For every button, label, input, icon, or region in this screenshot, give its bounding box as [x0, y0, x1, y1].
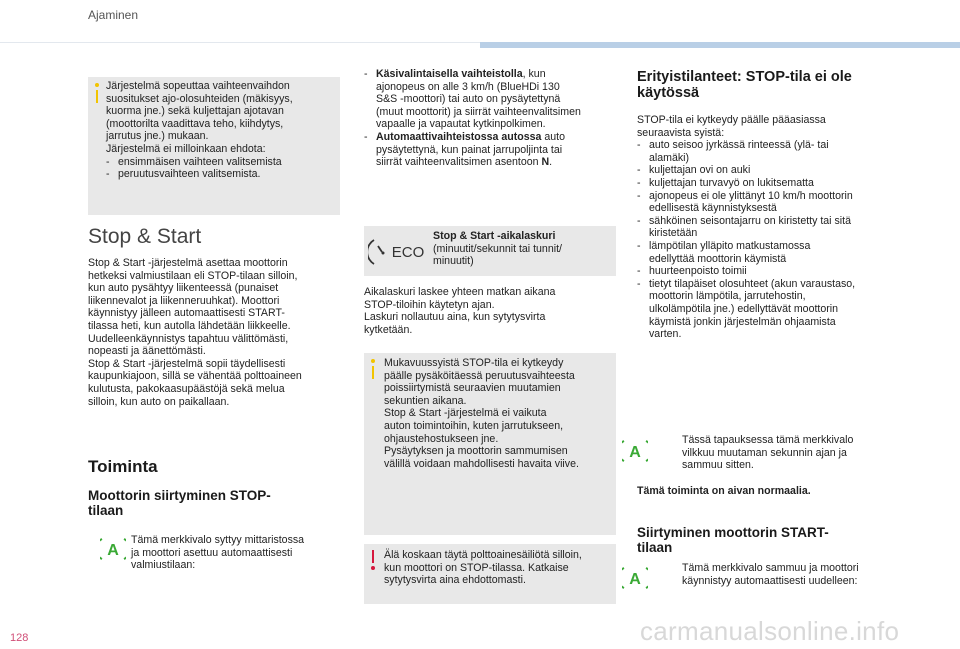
- svg-text:A: A: [629, 444, 641, 461]
- condition-item: - kuljettajan turvavyö on lukitsematta: [637, 176, 814, 189]
- heading-start-mode: Siirtyminen moottorin START- tilaan: [637, 525, 829, 555]
- stop-indicator-text: Tämä merkkivalo syttyy mittaristossa ja moottori asettuu automaattisesti valmiustilaan:: [131, 534, 305, 572]
- heading-special-situations: Erityistilanteet: STOP-tila ei ole käytössä: [637, 69, 852, 101]
- info-icon: [96, 90, 98, 103]
- info-icon-dot: [95, 83, 99, 87]
- eco-counter-label: Stop & Start -aikalaskuri (minuutit/sekunnit tai tunnit/ minuutit): [433, 230, 562, 268]
- condition-item: - auto seisoo jyrkässä rinteessä (ylä- tai alamäki): [637, 139, 829, 164]
- condition-item: - huurteenpoisto toimii: [637, 265, 747, 278]
- counter-description: Aikalaskuri laskee yhteen matkan aikana STOP-tiloihin käytetyn ajan. Laskuri nollautuu aina, kun sytytysvirta kytketään.: [364, 286, 556, 336]
- note-bullet: - peruutusvaihteen valitsemista.: [106, 168, 261, 181]
- condition-item: - tietyt tilapäiset olosuhteet (akun varaustaso, moottorin lämpötila, jarrutehostin, ulkolämpötila jne.) edellyttävät moottorin käymistä jonkin järjestelmän ohjaamista varten.: [637, 277, 856, 341]
- section-title-stop-start: Stop & Start: [88, 225, 202, 248]
- note-line: (moottorilta vaadittava teho, kiihdytys,: [106, 117, 284, 130]
- section-label: Ajaminen: [88, 8, 139, 22]
- note-line: Järjestelmä ei milloinkaan ehdota:: [106, 142, 266, 155]
- condition-item: - sähköinen seisontajarru on kiristetty tai sitä kiristetään: [637, 214, 851, 240]
- page-number: 128: [10, 632, 29, 644]
- note-line: Järjestelmä sopeuttaa vaihteenvaihdon: [106, 80, 290, 92]
- note-line: suositukset ajo-olosuhteiden (mäkisyys,: [106, 92, 293, 105]
- warning-icon: [372, 550, 374, 563]
- info-icon: [372, 366, 374, 379]
- eco-indicator-icon: [368, 236, 430, 268]
- info-note-gearshift: [88, 77, 340, 215]
- auto-a-warning-icon: [100, 537, 126, 561]
- info-note-reverse: Mukavuussyistä STOP-tila ei kytkeydy päälle pysäköitäessä peruutusvaihteesta poissiirtymistä seuraavien muutamien sekuntien aikana. Stop & Start -järjestelmä ei vaikuta auton toimintoihin, kuten jarrutukseen, ohjaustehostukseen jne. Pysäytyksen ja moottorin sammumisen välillä voidaan mahdollisesti havaita viive.: [364, 353, 616, 535]
- watermark: carmanualsonline.info: [640, 616, 900, 646]
- auto-a-blink-icon: [622, 439, 648, 463]
- svg-text:A: A: [629, 571, 641, 588]
- stop-conditions-list: - Käsivalintaisella vaihteistolla, kun ajonopeus on alle 3 km/h (BlueHDi 130 S&S -moottori) tai auto on pysäytettynä (muut moottorit) ja siirrät vaihteenvalitsimen vapaalle ja vapautat kytkinpolkimen. - Automaattivaihteistossa autossa auto pysäytettynä, kun painat jarrupoljinta tai siirrät vaihteenvalitsimen asentoon N.: [364, 68, 581, 169]
- blink-indicator-text: Tässä tapauksessa tämä merkkivalo vilkkuu muutaman sekunnin ajan ja sammuu sitten.: [682, 434, 854, 472]
- condition-item: - kuljettajan ovi on auki: [637, 164, 751, 177]
- svg-text:ECO: ECO: [391, 244, 425, 261]
- header-divider: [0, 42, 480, 43]
- header-accent-bar: [480, 42, 960, 48]
- info-icon-dot: [371, 359, 375, 363]
- heading-stop-mode: Moottorin siirtyminen STOP- tilaan: [88, 488, 271, 518]
- stop-start-description: Stop & Start -järjestelmä asettaa moottorin hetkeksi valmiustilaan eli STOP-tilaan silloin, kun auto pysähtyy liikenteessä (punaiset liikennevalot ja liikenneruuhkat). Moottori käynnistyy jälleen automaattisesti START- tilassa heti, kun autolla lähdetään liikkeelle. Uudelleenkäynnistys tapahtuu välittömästi, nopeasti ja äänettömästi. Stop & Start -järjestelmä sopii täydellisesti kaupunkiajoon, sillä se vähentää polttoaineen kulutusta, pakokaasupäästöjä sekä melua silloin, kun auto on paikallaan.: [88, 257, 302, 408]
- condition-item: - ajonopeus ei ole ylittänyt 10 km/h moottorin edellisestä käynnistyksestä: [637, 189, 853, 215]
- warning-icon-dot: [371, 566, 375, 570]
- auto-a-off-icon: [622, 566, 648, 590]
- normal-operation-note: Tämä toiminta on aivan normaalia.: [637, 485, 811, 497]
- note-line: kuorma jne.) sekä kuljettajan ajotavan: [106, 105, 284, 118]
- condition-item: - lämpötilan ylläpito matkustamossa edellyttää moottorin käymistä: [637, 239, 811, 265]
- note-bullet: - ensimmäisen vaihteen valitsemista: [106, 155, 282, 168]
- special-situations-list: STOP-tila ei kytkeydy päälle pääasiassa seuraavista syistä: - auto seisoo jyrkässä rinteessä (ylä- tai alamäki) - kuljettajan ovi on auki - kuljettajan turvavyö on lukitsematta - ajonopeus ei ole ylittänyt 10 km/h moottorin edellisestä käynnistyksestä - sähköinen seisontajarru on kiristetty tai sitä kiristetään - lämpötilan ylläpito matkustamossa edellyttää moottorin käymistä - huurteenpoisto toimii - tietyt tilapäiset olosuhteet (akun varaustaso, moottorin lämpötila, jarrutehostin, ulkolämpötila jne.) edellyttävät moottorin käymistä jonkin järjestelmän ohjaamista varten.: [637, 114, 899, 341]
- warning-note-refuel: Älä koskaan täytä polttoainesäiliötä silloin, kun moottori on STOP-tilassa. Katkaise sytytysvirta aina ehdottomasti.: [364, 544, 616, 604]
- svg-text:A: A: [107, 542, 119, 559]
- heading-toiminta: Toiminta: [88, 457, 158, 476]
- start-indicator-text: Tämä merkkivalo sammuu ja moottori käynnistyy automaattisesti uudelleen:: [682, 562, 859, 587]
- note-line: jarrutus jne.) mukaan.: [106, 130, 209, 143]
